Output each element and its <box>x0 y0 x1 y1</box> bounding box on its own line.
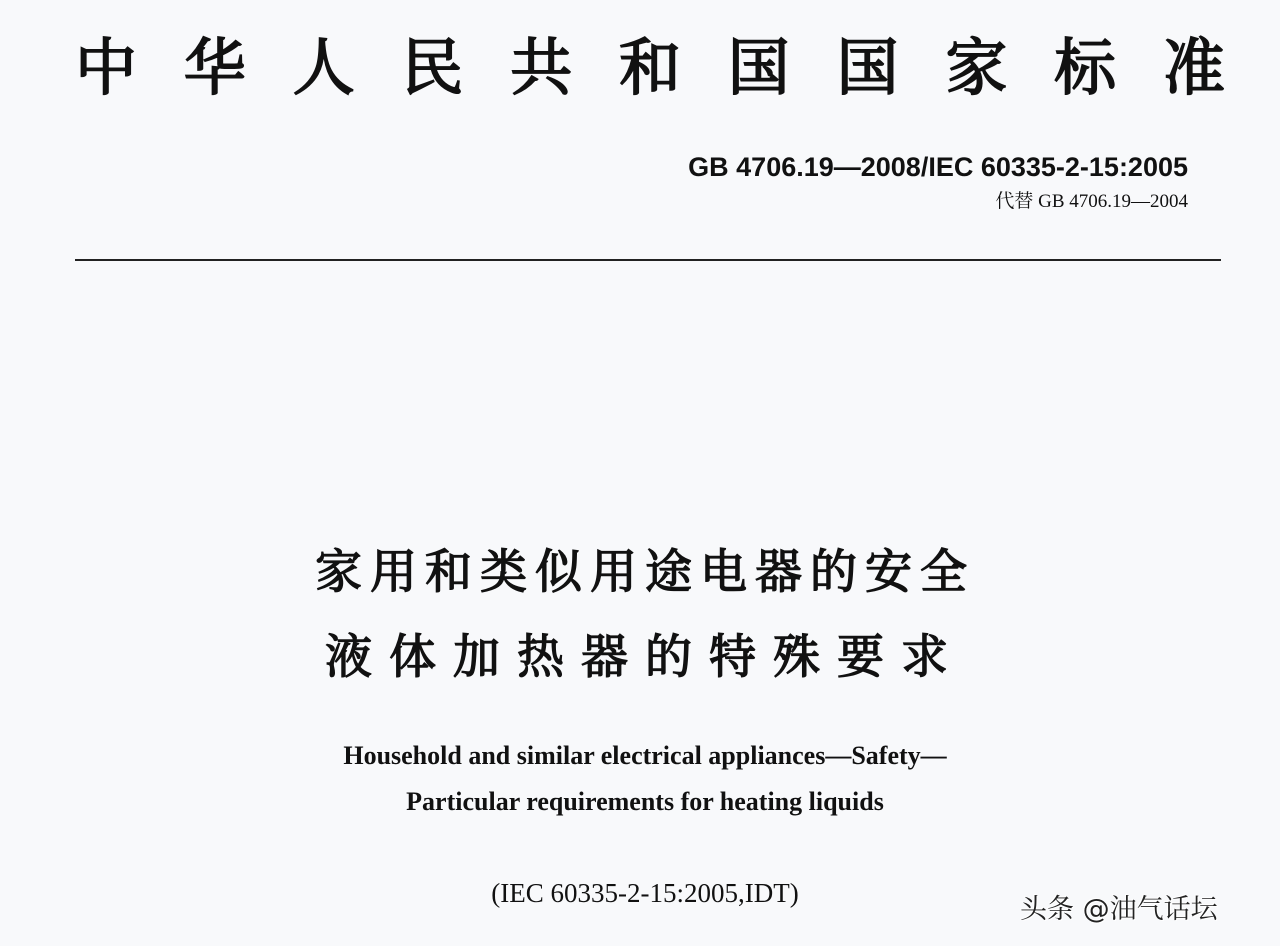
heading-char: 中 <box>75 31 138 104</box>
chinese-title-line-2: 液体加热器的特殊要求 <box>325 630 965 685</box>
heading-char: 标 <box>1054 31 1117 104</box>
heading-char: 和 <box>618 31 681 104</box>
heading-char: 国 <box>836 31 899 104</box>
heading-char: 准 <box>1162 31 1225 104</box>
chinese-title-line-1: 家用和类似用途电器的安全 <box>315 545 975 600</box>
heading-char: 华 <box>183 31 246 104</box>
header-divider <box>75 259 1221 261</box>
english-title-line-2: Particular requirements for heating liquids <box>406 787 884 816</box>
heading-char: 国 <box>727 31 790 104</box>
english-title-line-1: Household and similar electrical appliances—Safety— <box>343 741 947 770</box>
heading-char: 人 <box>292 31 355 104</box>
standard-number: GB 4706.19—2008/IEC 60335-2-15:2005 <box>688 152 1188 182</box>
national-standard-heading <box>75 30 1225 106</box>
heading-char: 民 <box>401 31 464 104</box>
iec-equivalence: (IEC 60335-2-15:2005,IDT) <box>491 878 799 908</box>
replaces-standard: 代替 GB 4706.19—2004 <box>995 191 1188 212</box>
heading-char: 家 <box>945 31 1008 104</box>
watermark: 头条 @油气话坛 <box>1020 894 1218 925</box>
heading-char: 共 <box>510 31 573 104</box>
